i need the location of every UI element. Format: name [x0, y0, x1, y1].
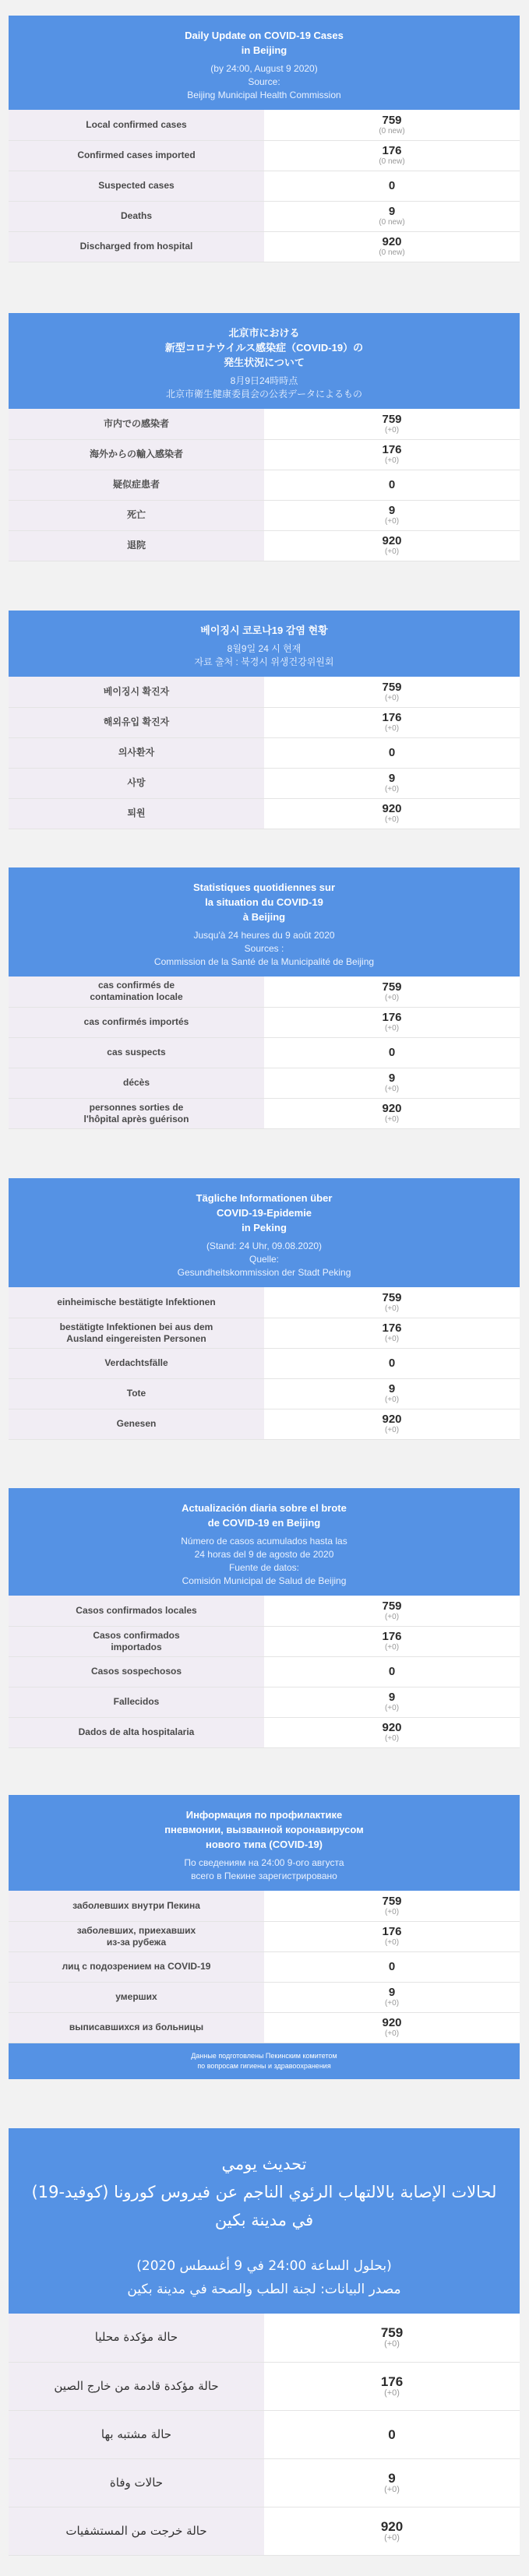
row-value-cell: [264, 500, 520, 530]
row-value: 0: [388, 1960, 396, 1973]
row-value: 9: [388, 1382, 396, 1395]
row-label: Casos sospechosos: [9, 1656, 264, 1687]
row-change: (+0): [384, 2388, 400, 2398]
card-title: Информация по профилактике пневмонии, вызванной коронавирусом нового типа (COVID-19): [164, 1809, 364, 1850]
row-value-cell: [264, 1951, 520, 1982]
korean-update-card: [9, 611, 520, 829]
row-change: (0 new): [379, 157, 405, 166]
spanish-update-card: [9, 1488, 520, 1748]
card-header: [9, 1488, 520, 1596]
table-row: [9, 1068, 520, 1098]
row-value-cell: [264, 2507, 520, 2555]
row-label: Casos confirmados importados: [9, 1626, 264, 1656]
row-value: 9: [388, 2470, 396, 2486]
table-row: [9, 798, 520, 829]
row-change: (+0): [384, 1907, 400, 1916]
row-value: 920: [382, 2016, 402, 2029]
table-row: [9, 677, 520, 707]
row-value: 920: [382, 1721, 402, 1734]
table-row: [9, 1951, 520, 1982]
row-label: умерших: [9, 1982, 264, 2012]
table-row: [9, 1656, 520, 1687]
stats-table: [9, 110, 520, 262]
row-value: 920: [382, 1102, 402, 1115]
row-value: 920: [382, 235, 402, 248]
row-label: выписавшихся из больницы: [9, 2012, 264, 2043]
row-value: 759: [382, 1290, 402, 1304]
table-row: [9, 1717, 520, 1747]
card-title: تحديث يومي لحالات الإصابة بالالتهاب الرئوي الناجم عن فيروس كورونا (كوفيد-19) في مدينة بكين: [31, 2155, 497, 2229]
row-value: 0: [388, 1046, 396, 1059]
row-value: 0: [388, 1665, 396, 1678]
table-row: [9, 768, 520, 798]
row-value-cell: [264, 677, 520, 707]
row-value-cell: [264, 140, 520, 171]
row-label: حالة خرجت من المستشفيات: [9, 2507, 264, 2555]
row-label: einheimische bestätigte Infektionen: [9, 1287, 264, 1318]
row-value-cell: [264, 1068, 520, 1098]
row-value-cell: [264, 1378, 520, 1409]
table-row: [9, 1982, 520, 2012]
card-header: [9, 1795, 520, 1891]
row-value: 0: [388, 746, 396, 759]
row-change: (+0): [384, 456, 400, 465]
card-subtitle: Jusqu'à 24 heures du 9 août 2020 Sources : Commission de la Santé de la Municipalité de Beijing: [153, 930, 375, 967]
row-label: Verdachtsfälle: [9, 1348, 264, 1378]
row-value: 176: [382, 711, 402, 724]
row-label: Discharged from hospital: [9, 231, 264, 262]
row-label: 死亡: [9, 500, 264, 530]
row-value: 920: [382, 802, 402, 815]
row-value-cell: [264, 231, 520, 262]
row-value-cell: [264, 470, 520, 500]
table-row: [9, 439, 520, 470]
row-label: Tote: [9, 1378, 264, 1409]
card-title: Actualización diaria sobre el brote de COVID-19 en Beijing: [182, 1502, 347, 1529]
row-label: Suspected cases: [9, 171, 264, 201]
row-value: 176: [382, 443, 402, 456]
row-change: (+0): [384, 1704, 400, 1712]
stats-table: [9, 1891, 520, 2043]
row-value-cell: [264, 1007, 520, 1037]
table-row: [9, 1287, 520, 1318]
row-change: (+0): [384, 693, 400, 702]
row-value-cell: [264, 2410, 520, 2458]
card-subtitle: (بحلول الساعة 24:00 في 9 أغسطس 2020) مصدر البيانات: لجنة الطب والصحة في مدينة بكين: [127, 2258, 401, 2297]
row-value: 0: [388, 2426, 396, 2442]
row-value: 759: [382, 680, 402, 694]
card-header: [9, 1178, 520, 1287]
row-change: (+0): [384, 517, 400, 526]
row-value: 9: [388, 1691, 396, 1704]
row-change: (+0): [384, 1335, 400, 1343]
stats-table: [9, 1287, 520, 1440]
table-row: [9, 1037, 520, 1068]
stats-table: [9, 677, 520, 829]
table-row: [9, 140, 520, 171]
row-change: (+0): [384, 2532, 400, 2543]
row-label: حالات وفاة: [9, 2458, 264, 2507]
row-value-cell: [264, 1098, 520, 1128]
card-subtitle: (Stand: 24 Uhr, 09.08.2020) Quelle: Gesundheitskommission der Stadt Peking: [177, 1240, 351, 1278]
card-footer: Данные подготовлены Пекинским комитетом по вопросам гигиены и здравоохранения: [9, 2043, 520, 2079]
card-header: [9, 611, 520, 677]
card-title: Statistiques quotidiennes sur la situation du COVID-19 à Beijing: [192, 882, 336, 923]
row-label: 퇴원: [9, 798, 264, 829]
row-value-cell: [264, 1409, 520, 1439]
row-value: 759: [382, 980, 402, 994]
row-change: (+0): [384, 1304, 400, 1313]
card-subtitle: По сведениям на 24:00 9-ого августа всего в Пекине зарегистрировано: [184, 1857, 344, 1881]
japanese-update-card: [9, 313, 520, 561]
row-value-cell: [264, 768, 520, 798]
row-value: 759: [382, 412, 402, 426]
row-change: (0 new): [379, 218, 405, 227]
card-title: Tägliche Informationen über COVID-19-Epidemie in Peking: [196, 1192, 333, 1233]
table-row: [9, 171, 520, 201]
row-value-cell: [264, 1982, 520, 2012]
stats-table: [9, 1596, 520, 1748]
row-value: 759: [382, 1894, 402, 1908]
row-value: 0: [388, 179, 396, 192]
row-change: (+0): [384, 1115, 400, 1124]
row-label: Deaths: [9, 201, 264, 231]
table-row: [9, 1891, 520, 1921]
row-label: Genesen: [9, 1409, 264, 1439]
row-value-cell: [264, 439, 520, 470]
stats-table: [9, 977, 520, 1129]
table-row: [9, 1098, 520, 1128]
row-label: 해외유입 확진자: [9, 707, 264, 737]
row-value: 9: [388, 205, 396, 218]
row-label: cas confirmés importés: [9, 1007, 264, 1037]
row-change: (+0): [384, 2339, 400, 2349]
row-value-cell: [264, 1596, 520, 1626]
row-value: 920: [382, 534, 402, 547]
table-row: [9, 737, 520, 768]
row-change: (+0): [384, 1999, 400, 2008]
row-value: 9: [388, 772, 396, 785]
row-label: décès: [9, 1068, 264, 1098]
table-row: [9, 231, 520, 262]
row-label: Confirmed cases imported: [9, 140, 264, 171]
row-value: 176: [382, 144, 402, 157]
row-label: Dados de alta hospitalaria: [9, 1717, 264, 1747]
row-label: حالة مشتبه بها: [9, 2410, 264, 2458]
row-value-cell: [264, 201, 520, 231]
row-label: حالة مؤكدة محليا: [9, 2314, 264, 2362]
card-title: 베이징시 코로나19 감염 현황: [200, 625, 328, 636]
row-change: (+0): [384, 993, 400, 1002]
row-change: (+0): [384, 1643, 400, 1652]
row-value-cell: [264, 1717, 520, 1747]
card-header: [9, 16, 520, 110]
row-label: 退院: [9, 530, 264, 561]
row-label: cas confirmés de contamination locale: [9, 977, 264, 1007]
row-value: 920: [382, 1413, 402, 1426]
row-change: (+0): [384, 1024, 400, 1033]
card-title: 北京市における 新型コロナウイルス感染症（COVID-19）の 発生状況について: [164, 327, 364, 368]
table-row: [9, 1596, 520, 1626]
row-value-cell: [264, 1656, 520, 1687]
row-label: Fallecidos: [9, 1687, 264, 1717]
row-label: Casos confirmados locales: [9, 1596, 264, 1626]
row-change: (+0): [384, 724, 400, 733]
table-row: [9, 530, 520, 561]
row-value: 759: [382, 113, 402, 127]
row-value-cell: [264, 2458, 520, 2507]
table-row: [9, 1921, 520, 1951]
row-value-cell: [264, 2314, 520, 2362]
row-value: 176: [382, 1321, 402, 1335]
row-value: 9: [388, 1986, 396, 1999]
table-row: [9, 2012, 520, 2043]
table-row: [9, 201, 520, 231]
row-label: 疑似症患者: [9, 470, 264, 500]
row-change: (+0): [384, 1085, 400, 1093]
card-header: [9, 2128, 520, 2314]
row-label: заболевших внутри Пекина: [9, 1891, 264, 1921]
table-row: [9, 707, 520, 737]
row-value: 9: [388, 504, 396, 517]
row-label: 海外からの輸入感染者: [9, 439, 264, 470]
card-subtitle: 8월9일 24 시 현재 자료 출처 : 북경시 위생건강위원회: [194, 643, 334, 667]
row-change: (0 new): [379, 248, 405, 257]
row-value: 0: [388, 1357, 396, 1370]
row-label: 의사환자: [9, 737, 264, 768]
card-subtitle: (by 24:00, August 9 2020) Source: Beijing Municipal Health Commission: [187, 63, 341, 100]
german-update-card: [9, 1178, 520, 1440]
card-title: Daily Update on COVID-19 Cases in Beijing: [185, 30, 344, 56]
row-value: 176: [380, 2374, 404, 2389]
row-label: 베이징시 확진자: [9, 677, 264, 707]
row-value-cell: [264, 1921, 520, 1951]
row-value-cell: [264, 1626, 520, 1656]
table-row: [9, 409, 520, 439]
row-value: 0: [388, 478, 396, 491]
row-change: (+0): [384, 1938, 400, 1947]
english-update-card: [9, 16, 520, 262]
table-row: [9, 1687, 520, 1717]
stats-table: [9, 409, 520, 561]
stats-table: [9, 2314, 520, 2556]
row-label: bestätigte Infektionen bei aus dem Ausland eingereisten Personen: [9, 1318, 264, 1348]
row-value-cell: [264, 1687, 520, 1717]
table-row: [9, 1378, 520, 1409]
row-value-cell: [264, 1037, 520, 1068]
row-value-cell: [264, 171, 520, 201]
table-row: [9, 1626, 520, 1656]
row-change: (+0): [384, 547, 400, 556]
card-header: [9, 313, 520, 409]
row-label: personnes sorties de l'hôpital après guérison: [9, 1098, 264, 1128]
row-value: 759: [382, 1599, 402, 1613]
card-subtitle: Número de casos acumulados hasta las 24 horas del 9 de agosto de 2020 Fuente de datos: Comisión Municipal de Salud de Beijing: [181, 1536, 347, 1586]
table-row: [9, 110, 520, 140]
row-label: заболевших, приехавших из-за рубежа: [9, 1921, 264, 1951]
table-row: [9, 2314, 520, 2362]
table-row: [9, 977, 520, 1007]
table-row: [9, 2362, 520, 2410]
table-row: [9, 1348, 520, 1378]
row-label: 市内での感染者: [9, 409, 264, 439]
row-value-cell: [264, 707, 520, 737]
row-value-cell: [264, 1348, 520, 1378]
row-change: (+0): [384, 425, 400, 435]
row-value-cell: [264, 798, 520, 829]
card-header: [9, 867, 520, 977]
row-value: 176: [382, 1011, 402, 1024]
row-label: cas suspects: [9, 1037, 264, 1068]
row-value: 176: [382, 1630, 402, 1643]
row-change: (+0): [384, 785, 400, 794]
row-label: حالة مؤكدة قادمة من خارج الصين: [9, 2362, 264, 2410]
row-value-cell: [264, 409, 520, 439]
row-change: (+0): [384, 1612, 400, 1621]
row-change: (0 new): [379, 126, 405, 135]
row-change: (+0): [384, 2484, 400, 2494]
row-value-cell: [264, 1318, 520, 1348]
table-row: [9, 1007, 520, 1037]
row-value-cell: [264, 530, 520, 561]
row-value: 920: [380, 2518, 404, 2534]
row-change: (+0): [384, 815, 400, 824]
table-row: [9, 1409, 520, 1439]
row-change: (+0): [384, 2029, 400, 2038]
row-value: 176: [382, 1925, 402, 1938]
row-value-cell: [264, 110, 520, 140]
table-row: [9, 1318, 520, 1348]
row-change: (+0): [384, 1426, 400, 1434]
row-label: лиц с подозрением на COVID-19: [9, 1951, 264, 1982]
row-value-cell: [264, 737, 520, 768]
french-update-card: [9, 867, 520, 1129]
russian-update-card: [9, 1795, 520, 2079]
row-value-cell: [264, 977, 520, 1007]
table-row: [9, 2507, 520, 2555]
table-row: [9, 2410, 520, 2458]
table-row: [9, 2458, 520, 2507]
row-value-cell: [264, 2362, 520, 2410]
row-value-cell: [264, 1891, 520, 1921]
row-value-cell: [264, 1287, 520, 1318]
row-label: 사망: [9, 768, 264, 798]
table-row: [9, 500, 520, 530]
row-value: 9: [388, 1072, 396, 1085]
table-row: [9, 470, 520, 500]
row-label: Local confirmed cases: [9, 110, 264, 140]
row-change: (+0): [384, 1734, 400, 1743]
arabic-update-card: [9, 2128, 520, 2556]
row-change: (+0): [384, 1395, 400, 1404]
row-value-cell: [264, 2012, 520, 2043]
row-value: 759: [380, 2325, 404, 2341]
card-subtitle: 8月9日24時時点 北京市衛生健康委員会の公表データによるもの: [165, 375, 362, 399]
